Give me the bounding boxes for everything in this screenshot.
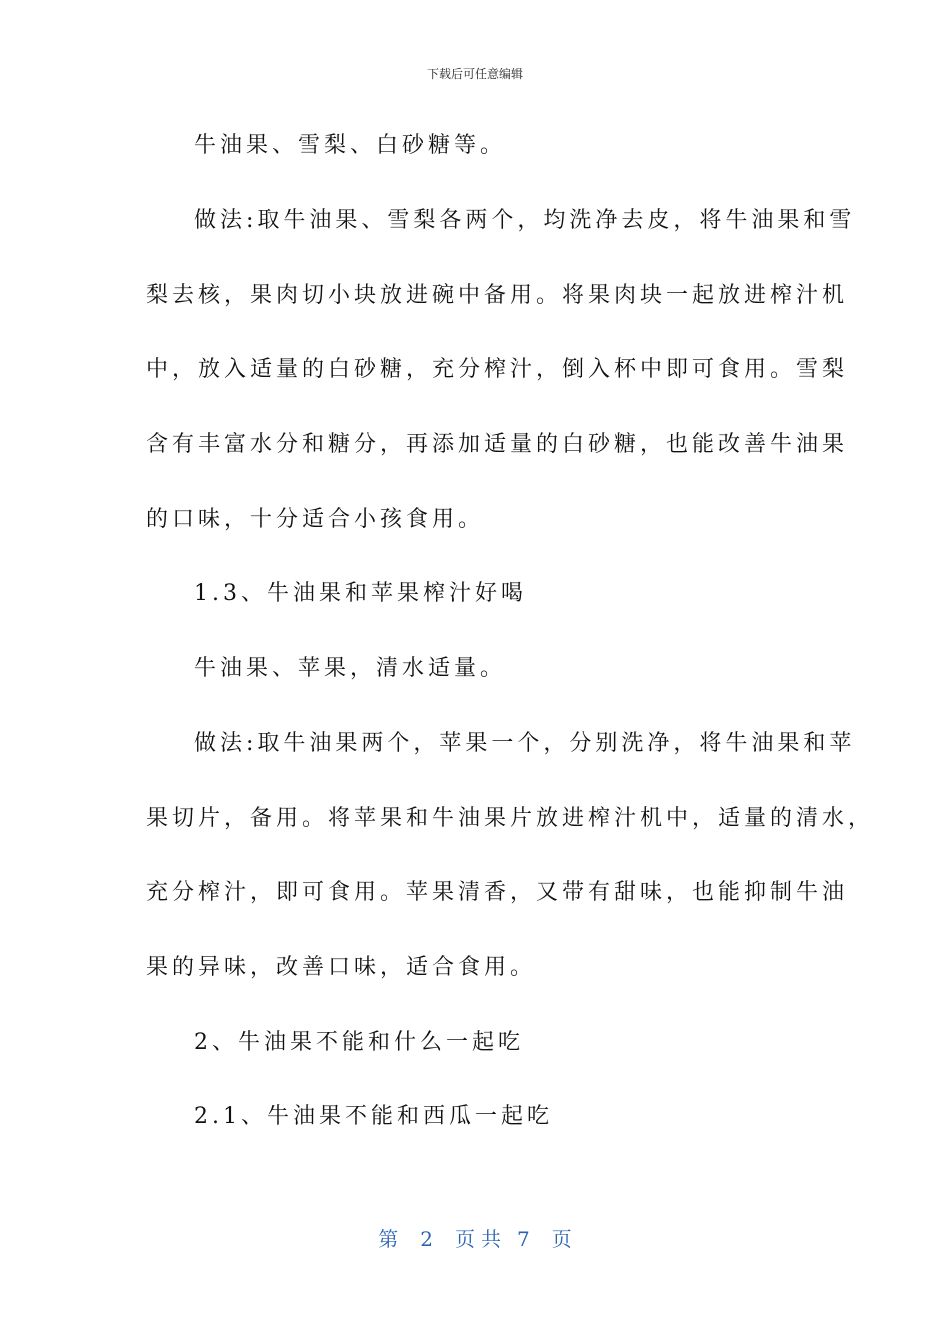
page-footer — [0, 1226, 950, 1252]
paragraph-line: 中，放入适量的白砂糖，充分榨汁，倒入杯中即可食用。雪梨 — [146, 357, 849, 382]
page-header: 下载后可任意编辑 — [426, 67, 523, 81]
paragraph-line: 果切片，备用。将苹果和牛油果片放进榨汁机中，适量的清水， — [146, 806, 875, 831]
section-heading: 1.3、牛油果和苹果榨汁好喝 — [194, 581, 527, 606]
footer-suffix: 页 — [551, 1227, 572, 1251]
current-page-number: 2 — [420, 1227, 433, 1251]
paragraph-line: 含有丰富水分和糖分，再添加适量的白砂糖，也能改善牛油果 — [146, 432, 849, 457]
paragraph-line: 果的异味，改善口味，适合食用。 — [146, 955, 537, 980]
section-heading: 2、牛油果不能和什么一起吃 — [194, 1030, 524, 1055]
paragraph-line: 梨去核，果肉切小块放进碗中备用。将果肉块一起放进榨汁机 — [146, 283, 849, 308]
section-heading: 2.1、牛油果不能和西瓜一起吃 — [194, 1104, 553, 1129]
paragraph-line: 做法:取牛油果两个，苹果一个，分别洗净，将牛油果和苹 — [194, 731, 856, 756]
paragraph-line: 牛油果、苹果，清水适量。 — [194, 656, 507, 681]
paragraph-line: 充分榨汁，即可食用。苹果清香，又带有甜味，也能抑制牛油 — [146, 880, 849, 905]
total-pages-number: 7 — [517, 1227, 530, 1251]
paragraph-line: 做法:取牛油果、雪梨各两个，均洗净去皮，将牛油果和雪 — [194, 208, 856, 233]
paragraph-line: 牛油果、雪梨、白砂糖等。 — [194, 133, 507, 158]
footer-prefix: 第 — [378, 1227, 399, 1251]
paragraph-line: 的口味，十分适合小孩食用。 — [146, 507, 485, 532]
footer-middle: 页共 — [455, 1227, 507, 1251]
